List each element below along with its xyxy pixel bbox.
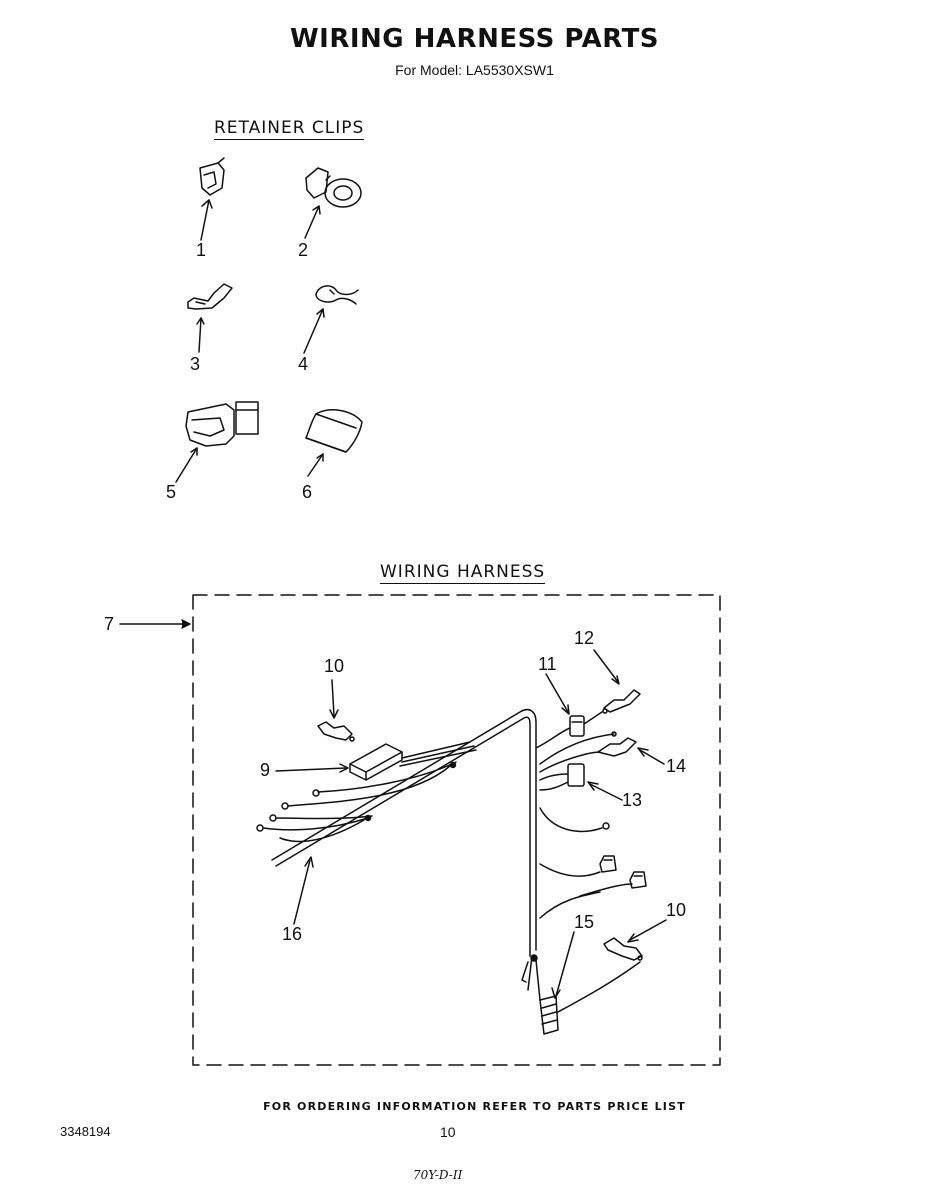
callout-4: 4 [298,354,309,374]
plug-connectors-drawing [580,856,646,896]
connector-15-drawing [536,960,640,1034]
handwritten-note: 70Y-D-II [413,1168,463,1182]
retainer-clips-heading: RETAINER CLIPS [214,118,365,138]
harness-trunk [272,710,537,990]
connector-9-drawing [350,742,476,780]
callout-7: 7 [104,614,115,634]
retainer-clip-6-drawing [306,410,362,452]
callout-9: 9 [260,760,271,780]
retainer-clip-5-drawing [186,402,258,446]
ordering-note: FOR ORDERING INFORMATION REFER TO PARTS PRICE LIST [263,1100,686,1113]
callout-10-lower: 10 [666,900,687,920]
retainer-clip-1-drawing [200,158,224,195]
terminal-12-drawing [603,690,640,713]
wiring-harness-heading: WIRING HARNESS [380,562,546,582]
page-title: WIRING HARNESS PARTS [289,24,660,54]
callout-3: 3 [190,354,201,374]
document-number: 3348194 [60,1124,111,1139]
model-subtitle: For Model: LA5530XSW1 [395,62,554,78]
callout-1: 1 [196,240,207,260]
callout-14: 14 [666,756,687,776]
retainer-clip-3-drawing [188,284,232,309]
callout-10-upper: 10 [324,656,345,676]
retainer-clip-4-drawing [316,286,358,304]
connector-11-drawing [536,712,602,748]
retainer-clip-2-drawing [306,168,361,207]
callout-6: 6 [302,482,313,502]
harness-wire-leads-right [540,808,609,918]
callout-16: 16 [282,924,303,944]
callout-2: 2 [298,240,309,260]
harness-frame [193,595,720,1065]
callout-15: 15 [574,912,595,932]
callout-5: 5 [166,482,177,502]
terminal-10-upper-drawing [318,722,354,741]
page-number: 10 [440,1124,456,1140]
harness-wire-leads-left [257,762,456,841]
terminal-10-lower-drawing [604,938,642,960]
callout-11: 11 [538,654,557,674]
terminal-14-drawing [540,732,636,772]
callout-12: 12 [574,628,595,648]
callout-13: 13 [622,790,643,810]
